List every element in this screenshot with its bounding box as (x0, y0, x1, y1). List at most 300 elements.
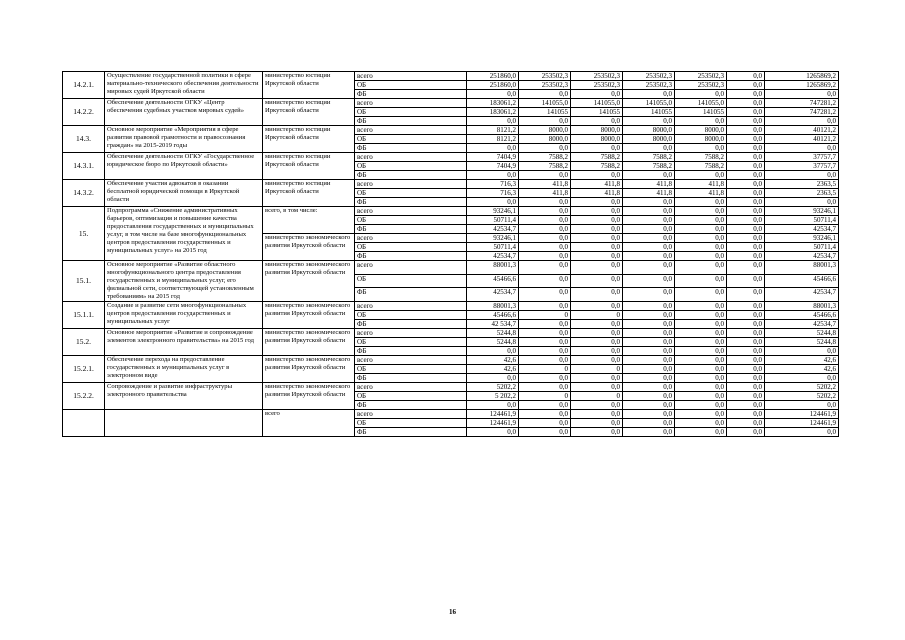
value-cell: 0,0 (765, 90, 839, 99)
value-cell: 411,8 (675, 180, 727, 189)
value-cell: 0,0 (571, 144, 623, 153)
value-cell: 0,0 (519, 374, 571, 383)
value-cell: 141055 (623, 108, 675, 117)
value-cell: 716,3 (467, 189, 519, 198)
value-cell: 0,0 (727, 302, 765, 311)
value-cell: 5244,8 (467, 338, 519, 347)
value-cell: 0,0 (675, 401, 727, 410)
value-cell: 0,0 (675, 365, 727, 374)
funding-source: ОБ (355, 419, 467, 428)
value-cell: 0,0 (727, 90, 765, 99)
value-cell: 0,0 (727, 274, 765, 288)
row-code: 15. (63, 207, 105, 261)
funding-source: ОБ (355, 189, 467, 198)
value-cell: 251860,0 (467, 72, 519, 81)
value-cell: 0,0 (571, 252, 623, 261)
row-responsible: министерство юстиции Иркутской области (263, 180, 355, 207)
value-cell: 183061,2 (467, 99, 519, 108)
funding-source: всего (355, 207, 467, 216)
value-cell: 0,0 (727, 365, 765, 374)
value-cell: 0,0 (675, 243, 727, 252)
value-cell: 411,8 (675, 189, 727, 198)
value-cell: 0,0 (571, 171, 623, 180)
value-cell: 0,0 (571, 329, 623, 338)
value-cell: 0,0 (571, 117, 623, 126)
value-cell: 42 534,7 (467, 320, 519, 329)
value-cell: 0,0 (727, 428, 765, 437)
value-cell: 42,6 (467, 356, 519, 365)
value-cell: 0,0 (727, 117, 765, 126)
funding-source: ОБ (355, 392, 467, 401)
value-cell: 0,0 (519, 252, 571, 261)
value-cell: 2363,5 (765, 180, 839, 189)
value-cell: 0,0 (623, 365, 675, 374)
value-cell: 7588,2 (519, 153, 571, 162)
page-number: 16 (449, 608, 456, 616)
value-cell: 0 (571, 392, 623, 401)
value-cell: 0,0 (571, 288, 623, 302)
value-cell: 42534,7 (765, 288, 839, 302)
funding-source: ОБ (355, 81, 467, 90)
value-cell: 0,0 (571, 207, 623, 216)
value-cell: 411,8 (519, 180, 571, 189)
value-cell: 7404,9 (467, 153, 519, 162)
value-cell: 0,0 (623, 288, 675, 302)
value-cell: 0,0 (675, 288, 727, 302)
value-cell: 253502,3 (623, 72, 675, 81)
value-cell: 0,0 (675, 234, 727, 243)
value-cell: 0,0 (467, 117, 519, 126)
funding-source: всего (355, 153, 467, 162)
table-row (63, 180, 839, 189)
value-cell: 124461,9 (765, 410, 839, 419)
value-cell: 0,0 (571, 338, 623, 347)
value-cell: 88001,3 (765, 261, 839, 275)
value-cell: 8000,0 (623, 135, 675, 144)
row-responsible: министерство экономического развития Иркутской области (263, 356, 355, 383)
value-cell: 0,0 (623, 117, 675, 126)
value-cell: 0,0 (727, 135, 765, 144)
value-cell: 747281,2 (765, 108, 839, 117)
value-cell: 253502,3 (623, 81, 675, 90)
value-cell: 0,0 (727, 81, 765, 90)
funding-source: ФБ (355, 198, 467, 207)
value-cell: 0,0 (623, 274, 675, 288)
value-cell: 0,0 (623, 225, 675, 234)
value-cell: 0,0 (519, 171, 571, 180)
value-cell: 0,0 (727, 99, 765, 108)
value-cell: 0,0 (675, 347, 727, 356)
value-cell: 0,0 (519, 144, 571, 153)
value-cell: 0,0 (765, 374, 839, 383)
value-cell: 0,0 (571, 428, 623, 437)
value-cell: 0,0 (765, 198, 839, 207)
value-cell: 0,0 (727, 216, 765, 225)
value-cell: 0,0 (519, 338, 571, 347)
value-cell: 0,0 (623, 261, 675, 275)
funding-source: ФБ (355, 428, 467, 437)
value-cell: 0,0 (519, 216, 571, 225)
table-row (63, 153, 839, 162)
table-row (63, 302, 839, 311)
row-responsible: министерство экономического развития Иркутской области (263, 329, 355, 356)
row-code: 14.3.1. (63, 153, 105, 180)
value-cell: 0,0 (727, 171, 765, 180)
value-cell: 0,0 (519, 225, 571, 234)
funding-source: ФБ (355, 117, 467, 126)
value-cell: 0,0 (623, 347, 675, 356)
value-cell: 141055 (675, 108, 727, 117)
value-cell: 0,0 (571, 261, 623, 275)
value-cell: 7588,2 (623, 162, 675, 171)
row-code: 14.3.2. (63, 180, 105, 207)
value-cell: 0,0 (675, 302, 727, 311)
value-cell: 0,0 (727, 401, 765, 410)
value-cell: 93246,1 (467, 234, 519, 243)
value-cell: 0,0 (623, 198, 675, 207)
value-cell: 7588,2 (675, 153, 727, 162)
value-cell: 0,0 (571, 243, 623, 252)
value-cell: 0,0 (675, 198, 727, 207)
funding-source: всего (355, 356, 467, 365)
value-cell: 0,0 (727, 419, 765, 428)
value-cell: 8000,0 (571, 135, 623, 144)
value-cell: 88001,3 (467, 261, 519, 275)
row-description: Обеспечение участия адвокатов в оказании бесплатной юридической помощи в Иркутской области (105, 180, 263, 207)
value-cell: 0,0 (623, 419, 675, 428)
value-cell: 411,8 (571, 180, 623, 189)
value-cell: 0,0 (675, 356, 727, 365)
value-cell: 0 (519, 392, 571, 401)
value-cell: 411,8 (623, 189, 675, 198)
value-cell: 253502,3 (519, 81, 571, 90)
funding-source: всего (355, 99, 467, 108)
row-responsible: министерство экономического развития Иркутской области (263, 234, 355, 261)
value-cell: 141055,0 (519, 99, 571, 108)
value-cell: 5244,8 (765, 338, 839, 347)
value-cell: 88001,3 (467, 302, 519, 311)
value-cell: 5244,8 (765, 329, 839, 338)
value-cell: 42534,7 (467, 288, 519, 302)
funding-source: ФБ (355, 252, 467, 261)
funding-source: всего (355, 383, 467, 392)
value-cell: 0,0 (467, 347, 519, 356)
row-code: 14.2.2. (63, 99, 105, 126)
value-cell: 124461,9 (765, 419, 839, 428)
value-cell: 0,0 (519, 198, 571, 207)
value-cell: 0,0 (467, 171, 519, 180)
value-cell: 0,0 (467, 90, 519, 99)
value-cell: 0,0 (623, 207, 675, 216)
value-cell: 0,0 (765, 117, 839, 126)
value-cell: 7588,2 (675, 162, 727, 171)
table-row (63, 72, 839, 81)
value-cell: 1265869,2 (765, 81, 839, 90)
value-cell: 0,0 (571, 383, 623, 392)
value-cell: 7404,9 (467, 162, 519, 171)
table-row (63, 410, 839, 419)
row-responsible: всего (263, 410, 355, 437)
value-cell: 0,0 (623, 410, 675, 419)
value-cell: 5202,2 (765, 383, 839, 392)
value-cell: 253502,3 (675, 81, 727, 90)
value-cell: 0,0 (675, 90, 727, 99)
value-cell: 0,0 (675, 261, 727, 275)
value-cell: 0,0 (765, 171, 839, 180)
funding-source: всего (355, 410, 467, 419)
value-cell: 0 (519, 311, 571, 320)
row-description (105, 410, 263, 437)
value-cell: 747281,2 (765, 99, 839, 108)
value-cell: 0,0 (675, 338, 727, 347)
funding-source: ОБ (355, 274, 467, 288)
row-responsible: министерство экономического развития Иркутской области (263, 383, 355, 410)
value-cell: 5202,2 (765, 392, 839, 401)
value-cell: 0,0 (675, 207, 727, 216)
row-code: 15.1. (63, 261, 105, 302)
value-cell: 0,0 (727, 225, 765, 234)
value-cell: 50711,4 (765, 243, 839, 252)
row-description: Основное мероприятие «Развитие и сопровождение элементов электронного правительства» на 2015 год (105, 329, 263, 356)
value-cell: 253502,3 (519, 72, 571, 81)
value-cell: 0,0 (571, 90, 623, 99)
value-cell: 42,6 (765, 365, 839, 374)
value-cell: 0,0 (623, 171, 675, 180)
value-cell: 0,0 (727, 72, 765, 81)
value-cell: 0,0 (623, 338, 675, 347)
value-cell: 42534,7 (467, 225, 519, 234)
table-row (63, 383, 839, 392)
value-cell: 42534,7 (467, 252, 519, 261)
value-cell: 8000,0 (675, 135, 727, 144)
value-cell: 0,0 (623, 320, 675, 329)
value-cell: 0,0 (519, 401, 571, 410)
value-cell: 0,0 (727, 374, 765, 383)
value-cell: 0,0 (675, 311, 727, 320)
funding-source: ФБ (355, 320, 467, 329)
value-cell: 0,0 (571, 419, 623, 428)
value-cell: 42,6 (467, 365, 519, 374)
value-cell: 183061,2 (467, 108, 519, 117)
value-cell: 251860,0 (467, 81, 519, 90)
value-cell: 0,0 (727, 329, 765, 338)
value-cell: 0,0 (727, 252, 765, 261)
value-cell: 8000,0 (675, 126, 727, 135)
row-description: Основное мероприятие «Развитие областного многофункционального центра предоставления государственных и муниципальных услуг, его филиальной сети, соответствующей установленным требованиям» на 2015 год (105, 261, 263, 302)
value-cell: 0,0 (727, 108, 765, 117)
value-cell: 0,0 (623, 329, 675, 338)
row-responsible: министерство юстиции Иркутской области (263, 72, 355, 99)
value-cell: 0,0 (675, 171, 727, 180)
value-cell: 0,0 (519, 410, 571, 419)
value-cell: 40121,2 (765, 135, 839, 144)
value-cell: 50711,4 (467, 216, 519, 225)
value-cell: 0,0 (571, 234, 623, 243)
value-cell: 0,0 (727, 144, 765, 153)
value-cell: 0,0 (467, 374, 519, 383)
value-cell: 0,0 (765, 428, 839, 437)
row-responsible: всего, в том числе: (263, 207, 355, 234)
row-description: Обеспечение деятельности ОГКУ «Центр обеспечения судебных участков мировых судей» (105, 99, 263, 126)
value-cell: 42534,7 (765, 252, 839, 261)
row-responsible: министерство юстиции Иркутской области (263, 153, 355, 180)
funding-source: ОБ (355, 108, 467, 117)
value-cell: 0,0 (675, 428, 727, 437)
value-cell: 0,0 (727, 126, 765, 135)
funding-source: всего (355, 72, 467, 81)
funding-source: ФБ (355, 171, 467, 180)
value-cell: 0,0 (519, 383, 571, 392)
value-cell: 0,0 (727, 153, 765, 162)
funding-source: ОБ (355, 162, 467, 171)
row-code: 15.2.1. (63, 356, 105, 383)
value-cell: 253502,3 (571, 72, 623, 81)
value-cell: 42534,7 (765, 225, 839, 234)
value-cell: 0,0 (571, 225, 623, 234)
row-responsible: министерство юстиции Иркутской области (263, 99, 355, 126)
row-code: 14.2.1. (63, 72, 105, 99)
value-cell: 0,0 (727, 261, 765, 275)
value-cell: 141055,0 (675, 99, 727, 108)
table-row (63, 261, 839, 275)
value-cell: 0,0 (467, 428, 519, 437)
value-cell: 0,0 (727, 383, 765, 392)
funding-source: всего (355, 180, 467, 189)
value-cell: 0,0 (623, 401, 675, 410)
funding-source: ОБ (355, 216, 467, 225)
value-cell: 0,0 (727, 288, 765, 302)
value-cell: 716,3 (467, 180, 519, 189)
funding-source: ФБ (355, 288, 467, 302)
value-cell: 2363,5 (765, 189, 839, 198)
value-cell: 0,0 (675, 374, 727, 383)
value-cell: 0,0 (727, 198, 765, 207)
value-cell: 0,0 (623, 144, 675, 153)
funding-source: ФБ (355, 90, 467, 99)
funding-source: ФБ (355, 144, 467, 153)
funding-source: всего (355, 302, 467, 311)
funding-source: ОБ (355, 135, 467, 144)
value-cell: 0,0 (519, 274, 571, 288)
value-cell: 0,0 (467, 144, 519, 153)
value-cell: 0,0 (519, 419, 571, 428)
value-cell: 0 (519, 365, 571, 374)
value-cell: 0,0 (571, 302, 623, 311)
value-cell: 0,0 (727, 320, 765, 329)
table-row (63, 99, 839, 108)
value-cell: 88001,3 (765, 302, 839, 311)
value-cell: 0,0 (623, 302, 675, 311)
funding-source: всего (355, 329, 467, 338)
value-cell: 0,0 (519, 329, 571, 338)
value-cell: 45466,6 (765, 274, 839, 288)
value-cell: 0,0 (519, 288, 571, 302)
value-cell: 5202,2 (467, 383, 519, 392)
value-cell: 0,0 (727, 356, 765, 365)
value-cell: 0,0 (727, 207, 765, 216)
value-cell: 141055,0 (571, 99, 623, 108)
value-cell: 0,0 (727, 162, 765, 171)
value-cell: 0,0 (623, 90, 675, 99)
row-code (63, 410, 105, 437)
value-cell: 0,0 (675, 329, 727, 338)
value-cell: 0,0 (519, 207, 571, 216)
row-code: 14.3. (63, 126, 105, 153)
value-cell: 0,0 (519, 261, 571, 275)
row-description: Создание и развитие сети многофункциональных центров предоставления государственных и муниципальных услуг (105, 302, 263, 329)
value-cell: 7588,2 (571, 162, 623, 171)
row-description: Основное мероприятие «Мероприятия в сфере развития правовой грамотности и правосознания граждан» на 2015-2019 годы (105, 126, 263, 153)
value-cell: 0,0 (765, 347, 839, 356)
table-row (63, 207, 839, 216)
row-code: 15.1.1. (63, 302, 105, 329)
funding-source: всего (355, 126, 467, 135)
value-cell: 45466,6 (765, 311, 839, 320)
value-cell: 0,0 (727, 347, 765, 356)
value-cell: 5 202,2 (467, 392, 519, 401)
value-cell: 0,0 (519, 117, 571, 126)
value-cell: 93246,1 (467, 207, 519, 216)
funding-source: ОБ (355, 243, 467, 252)
row-code: 15.2.2. (63, 383, 105, 410)
value-cell: 0,0 (571, 274, 623, 288)
funding-source: ОБ (355, 365, 467, 374)
funding-source: ОБ (355, 338, 467, 347)
row-description: Обеспечение перехода на предоставление государственных и муниципальных услуг в электронном виде (105, 356, 263, 383)
value-cell: 45466,6 (467, 274, 519, 288)
value-cell: 0,0 (623, 234, 675, 243)
value-cell: 50711,4 (467, 243, 519, 252)
funding-source: ФБ (355, 225, 467, 234)
value-cell: 8121,2 (467, 135, 519, 144)
value-cell: 0,0 (571, 410, 623, 419)
value-cell: 141055,0 (623, 99, 675, 108)
value-cell: 8000,0 (519, 126, 571, 135)
value-cell: 0,0 (727, 189, 765, 198)
value-cell: 0,0 (675, 274, 727, 288)
value-cell: 0,0 (765, 401, 839, 410)
value-cell: 0,0 (623, 252, 675, 261)
row-responsible: министерство юстиции Иркутской области (263, 126, 355, 153)
funding-source: ФБ (355, 374, 467, 383)
value-cell: 93246,1 (765, 207, 839, 216)
value-cell: 0,0 (675, 225, 727, 234)
value-cell: 0,0 (571, 320, 623, 329)
row-description: Подпрограмма «Снижение административных барьеров, оптимизация и повышение качества предоставления государственных и муниципальных услуг, в том числе на базе многофункциональных центров предоставления государственных и муниципальных услуг» на 2015 год (105, 207, 263, 261)
value-cell: 1265869,2 (765, 72, 839, 81)
value-cell: 0,0 (571, 347, 623, 356)
value-cell: 7588,2 (571, 153, 623, 162)
value-cell: 0,0 (675, 117, 727, 126)
value-cell: 42534,7 (765, 320, 839, 329)
value-cell: 0,0 (623, 216, 675, 225)
value-cell: 411,8 (571, 189, 623, 198)
value-cell: 0,0 (519, 320, 571, 329)
value-cell: 0 (571, 365, 623, 374)
value-cell: 0,0 (519, 243, 571, 252)
value-cell: 0,0 (519, 347, 571, 356)
value-cell: 0,0 (623, 428, 675, 437)
value-cell: 0,0 (519, 90, 571, 99)
value-cell: 0,0 (519, 356, 571, 365)
value-cell: 7588,2 (519, 162, 571, 171)
table-body (63, 72, 839, 437)
funding-source: всего (355, 234, 467, 243)
value-cell: 141055 (519, 108, 571, 117)
value-cell: 8000,0 (519, 135, 571, 144)
row-code: 15.2. (63, 329, 105, 356)
value-cell: 0,0 (623, 311, 675, 320)
